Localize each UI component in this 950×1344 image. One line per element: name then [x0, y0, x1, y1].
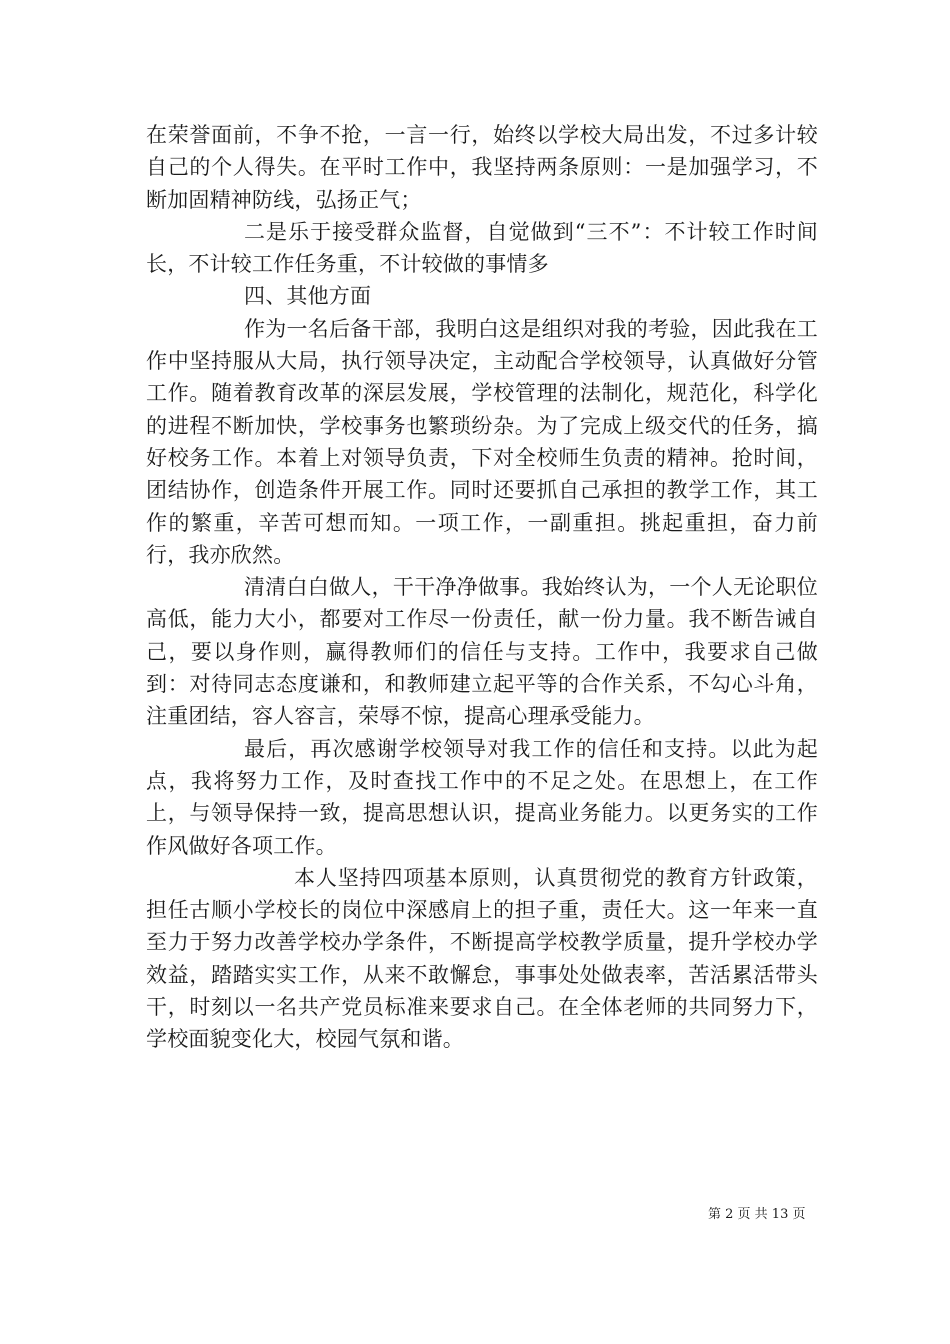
- paragraph-clean-work: 清清白白做人，干干净净做事。我始终认为，一个人无论职位高低，能力大小，都要对工作尽一份责任，献一份力量。我不断告诫自己，要以身作则，赢得教师们的信任与支持。工作中，我要求自己做到：对待同志态度谦和，和教师建立起平等的合作关系，不勾心斗角，注重团结，容人容言，荣辱不惊，提高心理承受能力。: [146, 575, 818, 729]
- paragraph-reserve-cadre: 作为一名后备干部，我明白这是组织对我的考验，因此我在工作中坚持服从大局，执行领导决定，主动配合学校领导，认真做好分管工作。随着教育改革的深层发展，学校管理的法制化，规范化，科学化的进程不断加快，学校事务也繁琐纷杂。为了完成上级交代的任务，搞好校务工作。本着上对领导负责，下对全校师生负责的精神。抢时间，团结协作，创造条件开展工作。同时还要抓自己承担的教学工作，其工作的繁重，辛苦可想而知。一项工作，一副重担。挑起重担，奋力前行，我亦欣然。: [146, 316, 818, 567]
- paragraph-honor: 在荣誉面前，不争不抢，一言一行，始终以学校大局出发，不过多计较自己的个人得失。在平时工作中，我坚持两条原则：一是加强学习，不断加固精神防线，弘扬正气；: [146, 123, 818, 212]
- paragraph-closing-thanks: 最后，再次感谢学校领导对我工作的信任和支持。以此为起点，我将努力工作，及时查找工作中的不足之处。在思想上，在工作上，与领导保持一致，提高思想认识，提高业务能力。以更务实的工作作风做好各项工作。: [146, 736, 818, 858]
- document-body: [146, 119, 818, 1056]
- page-number: 第 2 页 共 13 页: [708, 1207, 806, 1222]
- paragraph-principal-summary: 本人坚持四项基本原则，认真贯彻党的教育方针政策，担任古顺小学校长的岗位中深感肩上的担子重，责任大。这一年来一直至力于努力改善学校办学条件，不断提高学校教学质量，提升学校办学效益，踏踏实实工作，从来不敢懈怠，事事处处做表率，苦活累活带头干，时刻以一名共产党员标准来要求自己。在全体老师的共同努力下，学校面貌变化大，校园气氛和谐。: [146, 865, 818, 1052]
- section-heading-other-aspects: 四、其他方面: [244, 284, 372, 309]
- paragraph-three-nots: 二是乐于接受群众监督，自觉做到“三不”：不计较工作时间长，不计较工作任务重，不计较做的事情多: [146, 219, 818, 277]
